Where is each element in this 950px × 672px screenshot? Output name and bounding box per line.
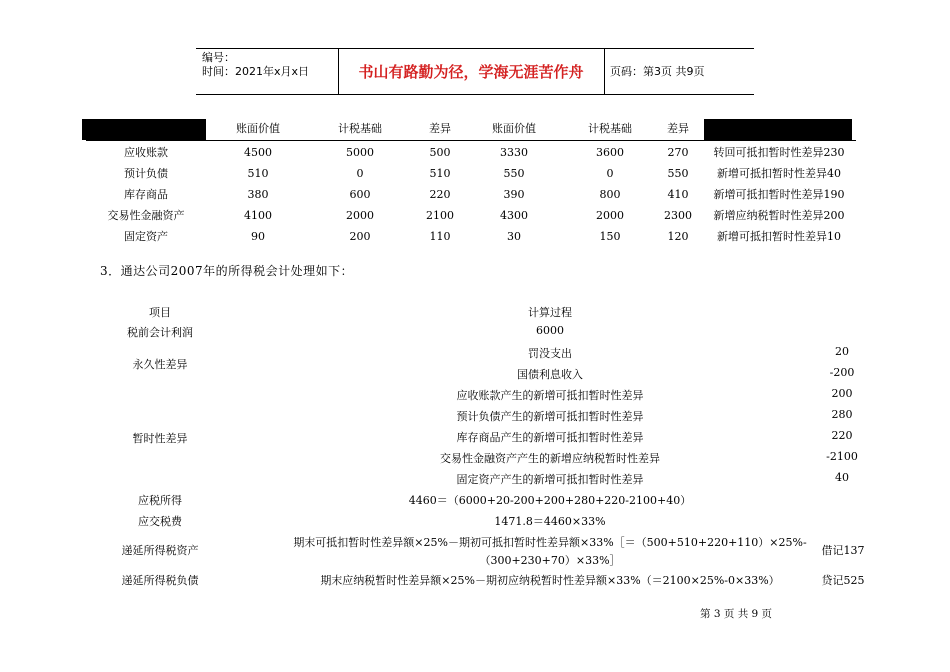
redacted-block-left	[82, 119, 206, 140]
permanent-diff-value: 20	[835, 345, 849, 358]
temporary-diff-desc: 预计负债产生的新增可抵扣暂时性差异	[456, 410, 644, 423]
col-header-tax-base-1: 计税基础	[338, 122, 382, 135]
table-row	[86, 142, 856, 163]
cell: 510	[247, 167, 269, 180]
cell: 380	[247, 188, 269, 201]
cell: 110	[429, 230, 451, 243]
deferred-tax-liability-result: 贷记525	[821, 574, 865, 587]
cell: 0	[606, 167, 614, 180]
temporary-diff-desc: 交易性金融资产产生的新增应纳税暂时性差异	[440, 452, 660, 465]
temporary-diff-value: 220	[831, 429, 853, 442]
deferred-tax-asset-calc-2: （300+230+70）×33%］	[479, 554, 621, 567]
cell: 500	[429, 146, 451, 159]
deferred-tax-liability-calc: 期末应纳税暂时性差异额×25%－期初应纳税暂时性差异额×33%（＝2100×25%-0×33%）	[320, 574, 780, 587]
section-note: 3．通达公司2007年的所得税会计处理如下：	[100, 264, 354, 278]
cell: 4500	[244, 146, 272, 159]
table-row	[86, 163, 856, 184]
cell: 510	[429, 167, 451, 180]
row-item: 交易性金融资产	[107, 209, 185, 222]
permanent-diff-value: -200	[829, 366, 855, 379]
temporary-diff-desc: 固定资产产生的新增可抵扣暂时性差异	[456, 473, 644, 486]
cell: 390	[503, 188, 525, 201]
header-slogan: 书山有路勤为径，学海无涯苦作舟	[358, 62, 584, 81]
row-item: 应收账款	[124, 146, 168, 159]
tax-payable-label: 应交税费	[138, 515, 182, 528]
table-row	[86, 205, 856, 226]
cell: 200	[349, 230, 371, 243]
cell: 5000	[346, 146, 374, 159]
cell: 270	[667, 146, 689, 159]
cell: 550	[503, 167, 525, 180]
taxable-income-calc: 4460＝（6000+20-200+200+280+220-2100+40）	[408, 494, 692, 507]
cell: 3330	[500, 146, 528, 159]
col-header-calc: 计算过程	[528, 306, 572, 319]
row-item: 固定资产	[124, 230, 168, 243]
deferred-tax-asset-result: 借记137	[821, 544, 865, 557]
col-header-tax-base-2: 计税基础	[588, 122, 632, 135]
cell: 3600	[596, 146, 624, 159]
cell: 0	[356, 167, 364, 180]
pretax-profit-label: 税前会计利润	[127, 326, 193, 339]
table-row	[86, 226, 856, 247]
row-item: 预计负债	[124, 167, 168, 180]
time-label: 时间：2021年x月x日	[202, 65, 310, 78]
col-header-difference-2: 差异	[667, 122, 689, 135]
temporary-diff-value: 200	[831, 387, 853, 400]
permanent-diff-desc: 国债利息收入	[517, 368, 583, 381]
temporary-diff-value: -2100	[826, 450, 858, 463]
row-note: 新增可抵扣暂时性差异40	[717, 167, 841, 180]
temporary-diff-desc: 应收账款产生的新增可抵扣暂时性差异	[456, 389, 644, 402]
header-meta	[202, 51, 309, 79]
redacted-block-right	[704, 119, 852, 140]
row-item: 库存商品	[124, 188, 168, 201]
page-indicator: 页码：第3页 共9页	[610, 65, 705, 78]
cell: 120	[667, 230, 689, 243]
cell: 2300	[664, 209, 692, 222]
col-header-book-value-1: 账面价值	[236, 122, 280, 135]
row-note: 转回可抵扣暂时性差异230	[713, 146, 845, 159]
cell: 550	[667, 167, 689, 180]
deferred-tax-asset-label: 递延所得税资产	[121, 544, 199, 557]
tax-payable-calc: 1471.8＝4460×33%	[494, 515, 606, 528]
row-note: 新增可抵扣暂时性差异190	[713, 188, 845, 201]
temporary-diff-label: 暂时性差异	[132, 432, 188, 445]
cell: 4100	[244, 209, 272, 222]
permanent-diff-desc: 罚没支出	[528, 347, 572, 360]
deferred-tax-asset-calc-1: 期末可抵扣暂时性差异额×25%－期初可抵扣暂时性差异额×33%［＝（500+510+220+110）×25%-	[293, 536, 807, 549]
cell: 2100	[426, 209, 454, 222]
temporary-diff-value: 40	[835, 471, 849, 484]
cell: 220	[429, 188, 451, 201]
cell: 30	[507, 230, 521, 243]
cell: 2000	[346, 209, 374, 222]
deferred-tax-liability-label: 递延所得税负债	[121, 574, 199, 587]
cell: 410	[667, 188, 689, 201]
page-header	[196, 48, 754, 94]
code-label: 编号：	[202, 51, 235, 64]
pretax-profit-value: 6000	[536, 324, 564, 337]
temporary-diff-desc: 库存商品产生的新增可抵扣暂时性差异	[456, 431, 644, 444]
col-header-item: 项目	[149, 306, 171, 319]
cell: 150	[599, 230, 621, 243]
cell: 800	[599, 188, 621, 201]
cell: 90	[251, 230, 265, 243]
permanent-diff-label: 永久性差异	[132, 358, 188, 371]
cell: 600	[349, 188, 371, 201]
row-note: 新增可抵扣暂时性差异10	[717, 230, 841, 243]
col-header-difference-1: 差异	[429, 122, 451, 135]
cell: 4300	[500, 209, 528, 222]
taxable-income-label: 应税所得	[138, 494, 182, 507]
col-header-book-value-2: 账面价值	[492, 122, 536, 135]
temporary-diff-value: 280	[831, 408, 853, 421]
cell: 2000	[596, 209, 624, 222]
table-row	[86, 184, 856, 205]
page-footer: 第 3 页 共 9 页	[700, 608, 773, 620]
row-note: 新增应纳税暂时性差异200	[713, 209, 845, 222]
